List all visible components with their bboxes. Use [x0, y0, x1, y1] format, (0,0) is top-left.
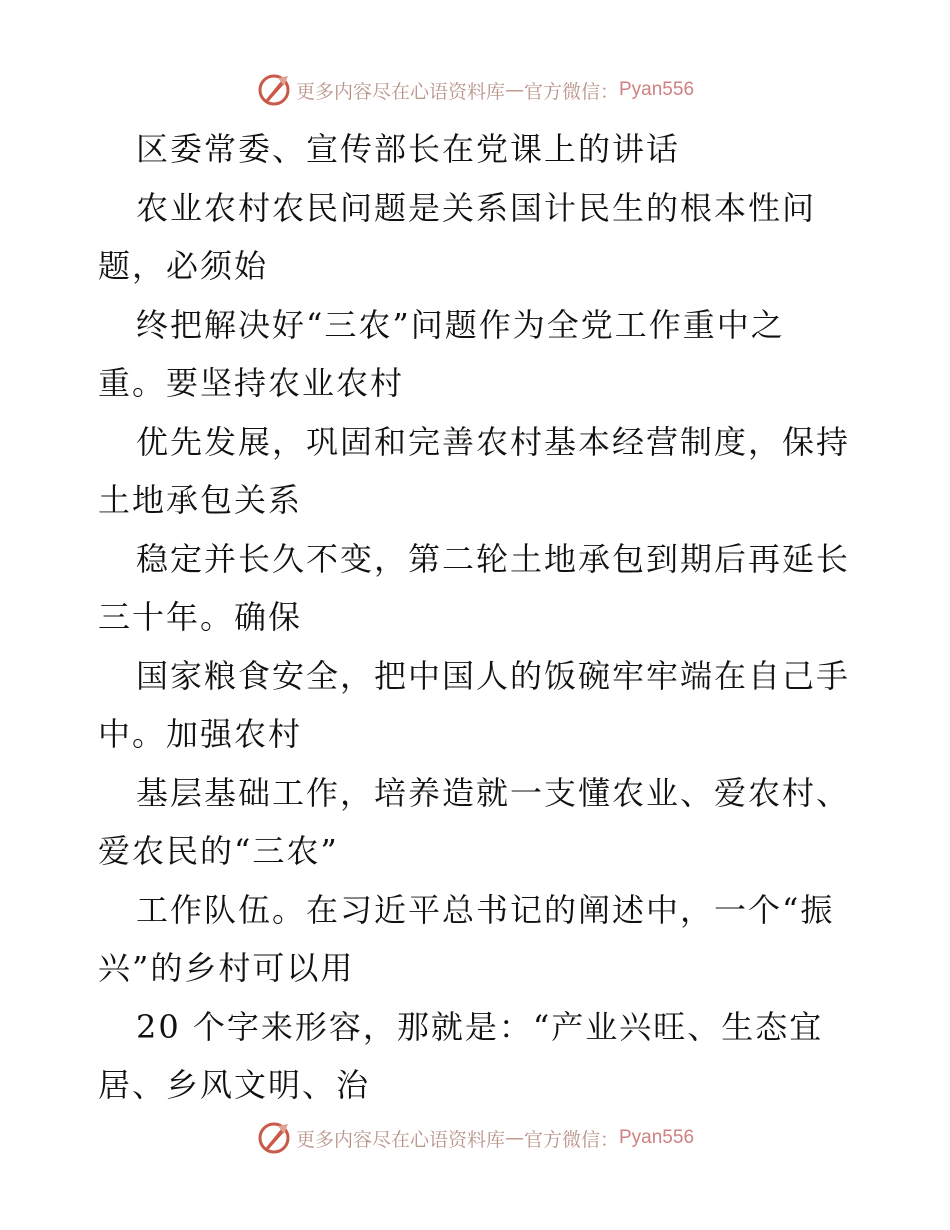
- text-line: 基层基础工作，培养造就一支懂农业、爱农村、: [136, 773, 851, 812]
- watermark-id: Pyan556: [619, 79, 695, 100]
- watermark-header: [0, 70, 950, 110]
- text-line: 中。加强农村: [98, 715, 303, 753]
- text-line: 国家粮食安全，把中国人的饭碗牢牢端在自己手: [136, 656, 851, 695]
- text-line: 兴”的乡村可以用: [98, 949, 355, 987]
- text-line: 居、乡风文明、治: [98, 1066, 371, 1104]
- quill-logo-icon: [256, 72, 292, 108]
- watermark-text: 更多内容尽在心语资料库: [295, 1128, 505, 1151]
- watermark-separator: —: [504, 1127, 524, 1149]
- text-line: 20 个字来形容，那就是：“产业兴旺、生态宜: [136, 1007, 824, 1046]
- text-line: 土地承包关系: [98, 481, 303, 519]
- watermark-separator: —: [504, 79, 524, 101]
- watermark-text: 更多内容尽在心语资料库: [295, 80, 505, 103]
- text-line: 稳定并长久不变，第二轮土地承包到期后再延长: [136, 539, 851, 578]
- document-title: 区委常委、宣传部长在党课上的讲话: [136, 130, 681, 168]
- text-line: 题，必须始: [98, 247, 269, 285]
- text-line: 农业农村农民问题是关系国计民生的根本性问: [136, 188, 817, 227]
- watermark-contact: 官方微信：: [523, 80, 619, 103]
- watermark-contact: 官方微信：: [523, 1128, 619, 1151]
- text-line: 重。要坚持农业农村: [98, 364, 405, 402]
- watermark-footer: [0, 1118, 950, 1158]
- quill-logo-icon: [256, 1120, 292, 1156]
- text-line: 优先发展，巩固和完善农村基本经营制度，保持: [136, 422, 851, 461]
- document-body: [98, 120, 858, 1115]
- text-line: 工作队伍。在习近平总书记的阐述中，一个“振: [136, 890, 835, 929]
- text-line: 爱农民的“三农”: [98, 832, 339, 870]
- text-line: 终把解决好“三农”问题作为全党工作重中之: [136, 305, 785, 344]
- watermark-id: Pyan556: [619, 1127, 695, 1148]
- text-line: 三十年。确保: [98, 598, 303, 636]
